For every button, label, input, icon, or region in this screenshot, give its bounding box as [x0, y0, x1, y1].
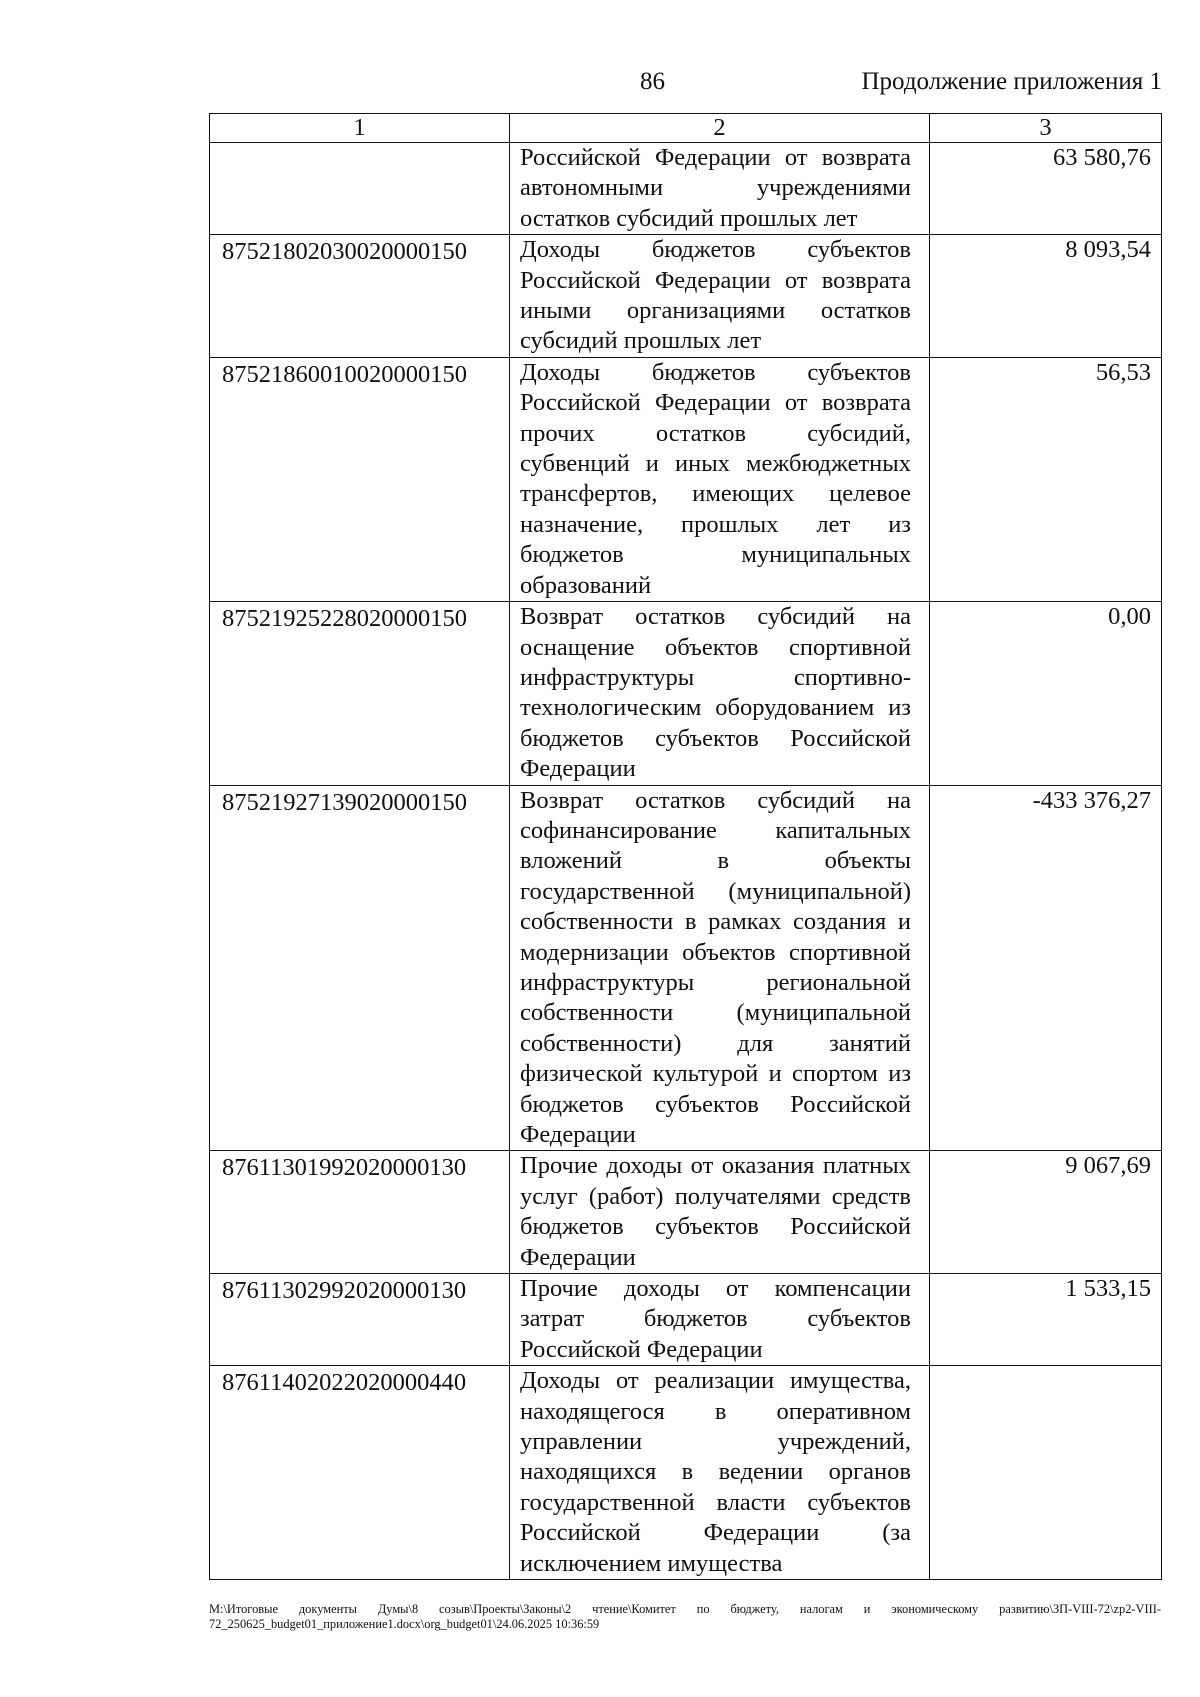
table-row — [210, 602, 1162, 785]
document-path-footer: M:\Итоговые документы Думы\8 созыв\Проекты\Законы\2 чтение\Комитет по бюджету, налогам и экономическому развитию\ЗП-VIII-72\zp2-VIII-72_250625_budget01_приложение1.docx\org_budget01\24.06.2025 10:36:59 — [209, 1602, 1161, 1631]
amount: 8 093,54 — [930, 235, 1162, 358]
income-description: Возврат остатков субсидий на софинансирование капитальных вложений в объекты государственной (муниципальной) собственности в рамках создания и модернизации объектов спортивной инфраструктуры региональной собственности (муниципальной собственности) для занятий физической культурой и спортом из бюджетов субъектов Российской Федерации — [510, 785, 930, 1151]
amount: 56,53 — [930, 357, 1162, 601]
budget-code: 87521802030020000150 — [210, 235, 510, 358]
table-row — [210, 1151, 1162, 1274]
budget-code — [210, 143, 510, 235]
column-number-1: 1 — [210, 114, 510, 143]
table-row — [210, 143, 1162, 235]
budget-table — [209, 113, 1162, 1580]
appendix-continuation-label: Продолжение приложения 1 — [861, 68, 1162, 95]
table-row — [210, 785, 1162, 1151]
budget-code: 87521927139020000150 — [210, 785, 510, 1151]
income-description: Прочие доходы от компенсации затрат бюджетов субъектов Российской Федерации — [510, 1274, 930, 1366]
income-description: Доходы бюджетов субъектов Российской Федерации от возврата прочих остатков субсидий, субвенций и иных межбюджетных трансфертов, имеющих целевое назначение, прошлых лет из бюджетов муниципальных образований — [510, 357, 930, 601]
budget-code: 87611302992020000130 — [210, 1274, 510, 1366]
budget-code: 87521860010020000150 — [210, 357, 510, 601]
amount: 0,00 — [930, 602, 1162, 785]
income-description: Доходы бюджетов субъектов Российской Федерации от возврата иными организациями остатков субсидий прошлых лет — [510, 235, 930, 358]
table-row — [210, 1274, 1162, 1366]
income-description: Доходы от реализации имущества, находящегося в оперативном управлении учреждений, находящихся в ведении органов государственной власти субъектов Российской Федерации (за исключением имущества — [510, 1366, 930, 1580]
budget-code: 87611402022020000440 — [210, 1366, 510, 1580]
table-row — [210, 235, 1162, 358]
income-description: Прочие доходы от оказания платных услуг (работ) получателями средств бюджетов субъектов Российской Федерации — [510, 1151, 930, 1274]
table-row — [210, 357, 1162, 601]
amount: 1 533,15 — [930, 1274, 1162, 1366]
page-number: 86 — [640, 68, 665, 95]
column-number-3: 3 — [930, 114, 1162, 143]
budget-code: 87611301992020000130 — [210, 1151, 510, 1274]
column-number-row — [210, 114, 1162, 143]
income-description: Возврат остатков субсидий на оснащение объектов спортивной инфраструктуры спортивно-технологическим оборудованием из бюджетов субъектов Российской Федерации — [510, 602, 930, 785]
income-description: Российской Федерации от возврата автономными учреждениями остатков субсидий прошлых лет — [510, 143, 930, 235]
amount — [930, 1366, 1162, 1580]
budget-code: 87521925228020000150 — [210, 602, 510, 785]
amount: 63 580,76 — [930, 143, 1162, 235]
amount: -433 376,27 — [930, 785, 1162, 1151]
column-number-2: 2 — [510, 114, 930, 143]
amount: 9 067,69 — [930, 1151, 1162, 1274]
table-row — [210, 1366, 1162, 1580]
